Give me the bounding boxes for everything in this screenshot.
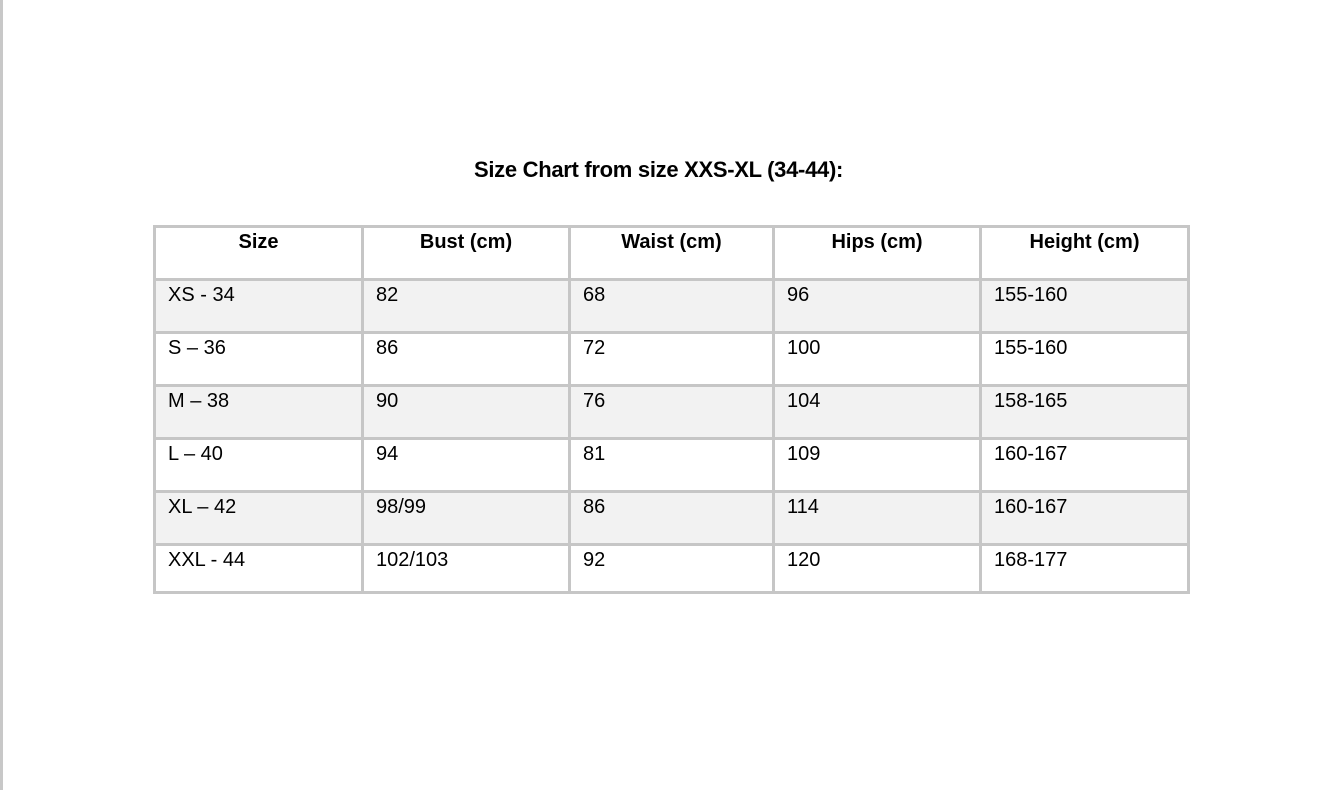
cell-height: 158-165 xyxy=(981,386,1189,439)
header-hips: Hips (cm) xyxy=(774,227,981,280)
cell-bust: 86 xyxy=(363,333,570,386)
table-header-row xyxy=(155,227,1189,280)
header-size: Size xyxy=(155,227,363,280)
cell-hips: 109 xyxy=(774,439,981,492)
cell-hips: 100 xyxy=(774,333,981,386)
cell-waist: 86 xyxy=(570,492,774,545)
table-row xyxy=(155,333,1189,386)
cell-size: XXL - 44 xyxy=(155,545,363,593)
size-chart-table xyxy=(153,225,1190,594)
cell-waist: 68 xyxy=(570,280,774,333)
cell-bust: 102/103 xyxy=(363,545,570,593)
cell-size: S – 36 xyxy=(155,333,363,386)
cell-height: 168-177 xyxy=(981,545,1189,593)
cell-bust: 90 xyxy=(363,386,570,439)
page-title: Size Chart from size XXS-XL (34-44): xyxy=(473,157,843,182)
cell-bust: 94 xyxy=(363,439,570,492)
cell-hips: 120 xyxy=(774,545,981,593)
cell-size: M – 38 xyxy=(155,386,363,439)
page-left-edge xyxy=(0,0,3,790)
table-row xyxy=(155,492,1189,545)
cell-hips: 104 xyxy=(774,386,981,439)
cell-waist: 92 xyxy=(570,545,774,593)
header-bust: Bust (cm) xyxy=(363,227,570,280)
cell-waist: 81 xyxy=(570,439,774,492)
cell-size: XS - 34 xyxy=(155,280,363,333)
cell-height: 160-167 xyxy=(981,439,1189,492)
cell-height: 160-167 xyxy=(981,492,1189,545)
table-row xyxy=(155,545,1189,593)
cell-height: 155-160 xyxy=(981,280,1189,333)
table-row xyxy=(155,386,1189,439)
cell-size: XL – 42 xyxy=(155,492,363,545)
cell-waist: 72 xyxy=(570,333,774,386)
cell-hips: 114 xyxy=(774,492,981,545)
cell-bust: 82 xyxy=(363,280,570,333)
table-row xyxy=(155,439,1189,492)
cell-hips: 96 xyxy=(774,280,981,333)
cell-waist: 76 xyxy=(570,386,774,439)
header-waist: Waist (cm) xyxy=(570,227,774,280)
header-height: Height (cm) xyxy=(981,227,1189,280)
cell-height: 155-160 xyxy=(981,333,1189,386)
table-row xyxy=(155,280,1189,333)
cell-bust: 98/99 xyxy=(363,492,570,545)
cell-size: L – 40 xyxy=(155,439,363,492)
